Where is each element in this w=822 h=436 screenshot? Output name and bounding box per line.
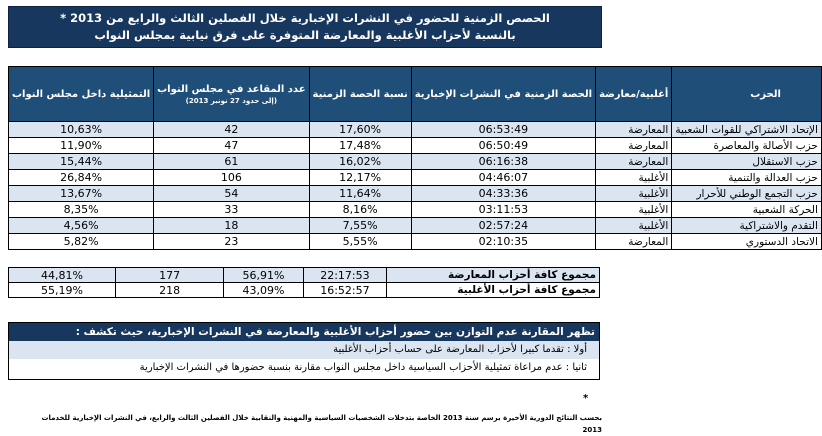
party-cell: حزب الاستقلال xyxy=(672,154,822,170)
table-row xyxy=(9,154,822,170)
time-cell: 03:11:53 xyxy=(411,202,595,218)
affiliation-cell: المعارضة xyxy=(596,138,672,154)
table-row xyxy=(9,234,822,250)
party-cell: حزب التجمع الوطني للأحرار xyxy=(672,186,822,202)
party-cell: حزب الأصالة والمعاصرة xyxy=(672,138,822,154)
representation-cell: 26,84% xyxy=(9,170,154,186)
totals-label: مجموع كافة أحزاب المعارضة xyxy=(387,268,600,283)
time-share-cell: 11,64% xyxy=(309,186,411,202)
footnote-star: * xyxy=(583,393,589,404)
table-row xyxy=(9,122,822,138)
representation-cell: 13,67% xyxy=(9,186,154,202)
representation-cell: 8,35% xyxy=(9,202,154,218)
comparison-heading: تظهر المقارنة عدم التوازن بين حضور أحزاب الأغلبية والمعارضة في النشرات الإخبارية، حيث تكشف : xyxy=(9,323,599,341)
time-cell: 06:16:38 xyxy=(411,154,595,170)
header-seats xyxy=(154,67,309,122)
seats-cell: 106 xyxy=(154,170,309,186)
comparison-box xyxy=(8,322,600,380)
affiliation-cell: الأغلبية xyxy=(596,218,672,234)
time-cell: 04:46:07 xyxy=(411,170,595,186)
totals-share: 56,91% xyxy=(224,268,303,283)
totals-seats: 177 xyxy=(115,268,223,283)
time-share-cell: 17,48% xyxy=(309,138,411,154)
header-affiliation: أغلبية/معارضة xyxy=(596,67,672,122)
totals-time: 22:17:53 xyxy=(303,268,386,283)
representation-cell: 15,44% xyxy=(9,154,154,170)
data-table xyxy=(8,66,822,250)
time-cell: 02:57:24 xyxy=(411,218,595,234)
seats-cell: 42 xyxy=(154,122,309,138)
header-seats-label: عدد المقاعد في مجلس النواب xyxy=(157,83,306,95)
totals-row-opposition xyxy=(9,268,600,283)
affiliation-cell: المعارضة xyxy=(596,122,672,138)
totals-seats: 218 xyxy=(115,283,223,298)
title-banner xyxy=(8,6,602,48)
header-party: الحزب xyxy=(672,67,822,122)
seats-cell: 61 xyxy=(154,154,309,170)
totals-table xyxy=(8,267,600,298)
totals-row-majority xyxy=(9,283,600,298)
header-representation: التمثيلية داخل مجلس النواب xyxy=(9,67,154,122)
seats-cell: 33 xyxy=(154,202,309,218)
seats-cell: 23 xyxy=(154,234,309,250)
representation-cell: 5,82% xyxy=(9,234,154,250)
title-line-1: الحصص الزمنية للحضور في النشرات الإخبارية خلال الفصلين الثالث والرابع من 2013 * xyxy=(60,11,550,25)
time-share-cell: 17,60% xyxy=(309,122,411,138)
time-share-cell: 12,17% xyxy=(309,170,411,186)
table-row xyxy=(9,186,822,202)
representation-cell: 10,63% xyxy=(9,122,154,138)
totals-representation: 55,19% xyxy=(9,283,116,298)
header-time-share: نسبة الحصة الزمنية xyxy=(309,67,411,122)
comparison-point-2: ثانيا : عدم مراعاة تمثيلية الأحزاب السياسية داخل مجلس النواب مقارنة بنسبة حضورها في النشرات الإخبارية xyxy=(9,359,599,377)
footnote xyxy=(4,412,602,436)
party-cell: حزب العدالة والتنمية xyxy=(672,170,822,186)
affiliation-cell: الأغلبية xyxy=(596,186,672,202)
time-share-cell: 8,16% xyxy=(309,202,411,218)
time-cell: 06:50:49 xyxy=(411,138,595,154)
footnote-line-2: 2013 xyxy=(582,426,602,434)
seats-cell: 54 xyxy=(154,186,309,202)
seats-cell: 47 xyxy=(154,138,309,154)
table-row xyxy=(9,170,822,186)
party-cell: الاتحاد الدستوري xyxy=(672,234,822,250)
table-row xyxy=(9,218,822,234)
time-cell: 06:53:49 xyxy=(411,122,595,138)
time-cell: 04:33:36 xyxy=(411,186,595,202)
totals-time: 16:52:57 xyxy=(303,283,386,298)
affiliation-cell: الأغلبية xyxy=(596,170,672,186)
representation-cell: 4,56% xyxy=(9,218,154,234)
table-row xyxy=(9,138,822,154)
totals-label: مجموع كافة أحزاب الأغلبية xyxy=(387,283,600,298)
title-line-2: بالنسبة لأحزاب الأغلبية والمعارضة المتوفرة على فرق نيابية بمجلس النواب xyxy=(94,28,516,42)
footnote-line-1: بحسب النتائج الدورية الأخيرة برسم سنة 2013 الخاصة بتدخلات الشخصيات السياسية والمهنية والنقابية خلال الفصلين الثالث والرابع، في النشرات الإخبارية للخدمات xyxy=(41,414,602,422)
comparison-point-1: أولا : تقدما كبيرا لأحزاب المعارضة على حساب أحزاب الأغلبية xyxy=(9,341,599,359)
affiliation-cell: المعارضة xyxy=(596,234,672,250)
affiliation-cell: الأغلبية xyxy=(596,202,672,218)
party-cell: التقدم والاشتراكية xyxy=(672,218,822,234)
time-share-cell: 7,55% xyxy=(309,218,411,234)
affiliation-cell: المعارضة xyxy=(596,154,672,170)
party-cell: الحركة الشعبية xyxy=(672,202,822,218)
time-cell: 02:10:35 xyxy=(411,234,595,250)
table-row xyxy=(9,202,822,218)
seats-cell: 18 xyxy=(154,218,309,234)
header-seats-note: (إلى حدود 27 نونبر 2013) xyxy=(185,96,278,105)
totals-share: 43,09% xyxy=(224,283,303,298)
header-time: الحصة الزمنية في النشرات الإخبارية xyxy=(411,67,595,122)
time-share-cell: 16,02% xyxy=(309,154,411,170)
party-cell: الإتحاد الاشتراكي للقوات الشعبية xyxy=(672,122,822,138)
totals-representation: 44,81% xyxy=(9,268,116,283)
representation-cell: 11,90% xyxy=(9,138,154,154)
time-share-cell: 5,55% xyxy=(309,234,411,250)
table-header-row xyxy=(9,67,822,122)
